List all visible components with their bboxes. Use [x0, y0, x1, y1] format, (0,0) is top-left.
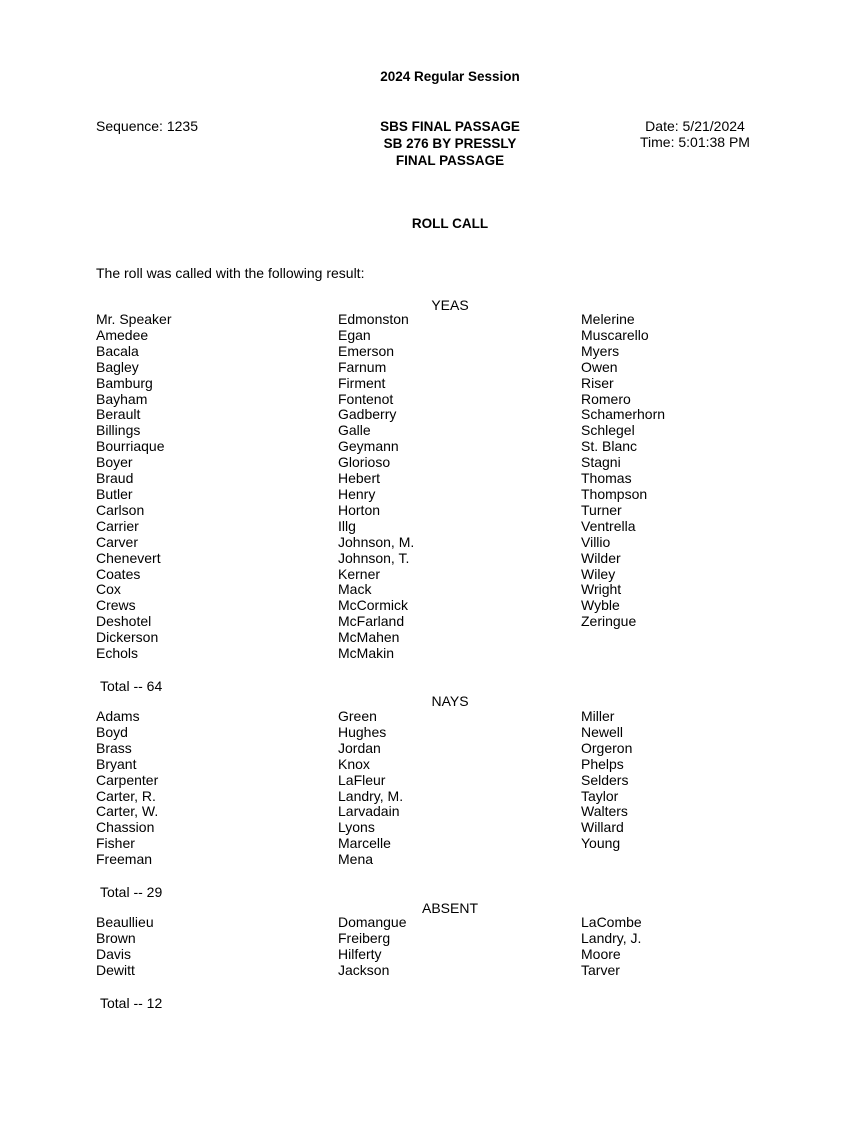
member-name: Boyd: [96, 723, 128, 740]
member-name: Schamerhorn: [581, 406, 666, 423]
member-name: Mack: [338, 581, 372, 598]
member-name: Fisher: [96, 835, 135, 852]
intro-text: The roll was called with the following result:: [96, 265, 365, 281]
member-name: Brown: [96, 929, 136, 946]
member-name: Landry, J.: [581, 929, 642, 946]
member-name: Tarver: [581, 961, 620, 978]
member-name: Amedee: [96, 326, 149, 343]
absent-column-3: [581, 915, 642, 979]
member-name: Thompson: [581, 485, 648, 502]
member-name: Brass: [96, 739, 132, 756]
absent-column-1: [96, 915, 154, 979]
member-name: Beaullieu: [96, 914, 154, 930]
member-name: Myers: [581, 342, 620, 359]
member-name: McCormick: [338, 597, 408, 614]
member-name: Kerner: [338, 565, 381, 582]
member-name: Thomas: [581, 470, 632, 487]
member-name: Bamburg: [96, 374, 153, 391]
absent-column-2: [338, 915, 407, 979]
member-name: Dewitt: [96, 961, 135, 978]
member-name: Knox: [338, 755, 370, 772]
member-name: Horton: [338, 501, 381, 518]
member-name: Green: [338, 708, 377, 724]
member-name: LaFleur: [338, 771, 386, 788]
member-name: Orgeron: [581, 739, 633, 756]
member-name: Crews: [96, 597, 136, 614]
member-name: Butler: [96, 485, 133, 502]
nays-column-2: [338, 709, 403, 868]
member-name: Larvadain: [338, 803, 400, 820]
member-name: Melerine: [581, 311, 635, 327]
member-name: Bourriaque: [96, 438, 165, 455]
member-name: Walters: [581, 803, 628, 820]
member-name: Jackson: [338, 961, 390, 978]
member-name: Wilder: [581, 549, 621, 566]
member-name: Firment: [338, 374, 386, 391]
member-name: Egan: [338, 326, 371, 343]
member-name: Farnum: [338, 358, 387, 375]
member-name: Marcelle: [338, 835, 391, 852]
member-name: Hughes: [338, 723, 387, 740]
member-name: Henry: [338, 485, 376, 502]
member-name: Fontenot: [338, 390, 394, 407]
nays-heading: NAYS: [431, 693, 469, 709]
member-name: Landry, M.: [338, 787, 404, 804]
member-name: LaCombe: [581, 914, 642, 930]
member-name: Berault: [96, 406, 141, 423]
vote-time: Time: 5:01:38 PM: [640, 134, 750, 150]
member-name: Billings: [96, 422, 141, 439]
member-name: Gadberry: [338, 406, 397, 423]
member-name: Phelps: [581, 755, 624, 772]
member-name: Bayham: [96, 390, 148, 407]
member-name: Chenevert: [96, 549, 161, 566]
vote-line-bill: SB 276 BY PRESSLY: [383, 136, 517, 151]
member-name: Jordan: [338, 739, 381, 756]
member-name: Mena: [338, 851, 374, 868]
member-name: Carter, R.: [96, 787, 156, 804]
member-name: Owen: [581, 358, 618, 375]
member-name: Carrier: [96, 517, 139, 534]
yeas-column-3: [581, 312, 665, 630]
member-name: Coates: [96, 565, 141, 582]
member-name: Bacala: [96, 342, 139, 359]
member-name: Deshotel: [96, 613, 152, 630]
yeas-total: Total -- 64: [100, 678, 163, 694]
member-name: Illg: [338, 517, 356, 534]
member-name: Johnson, M.: [338, 533, 415, 550]
member-name: Boyer: [96, 454, 133, 471]
member-name: Selders: [581, 771, 629, 788]
member-name: Ventrella: [581, 517, 636, 534]
roll-call-heading: ROLL CALL: [411, 216, 489, 231]
member-name: Carlson: [96, 501, 145, 518]
member-name: Young: [581, 835, 621, 852]
absent-heading: ABSENT: [421, 900, 478, 916]
sequence-number: Sequence: 1235: [96, 118, 198, 134]
member-name: Bryant: [96, 755, 137, 772]
member-name: Hebert: [338, 470, 381, 487]
vote-line-motion: SBS FINAL PASSAGE: [380, 119, 520, 134]
member-name: Geymann: [338, 438, 399, 455]
member-name: Braud: [96, 470, 134, 487]
nays-column-3: [581, 709, 632, 852]
member-name: Emerson: [338, 342, 395, 359]
member-name: Wyble: [581, 597, 620, 614]
member-name: Adams: [96, 708, 140, 724]
member-name: Riser: [581, 374, 614, 391]
member-name: Zeringue: [581, 613, 637, 630]
vote-date: Date: 5/21/2024: [645, 118, 745, 134]
member-name: Edmonston: [338, 311, 409, 327]
session-title: 2024 Regular Session: [380, 69, 520, 84]
member-name: McFarland: [338, 613, 405, 630]
member-name: Taylor: [581, 787, 619, 804]
member-name: Turner: [581, 501, 622, 518]
yeas-column-1: [96, 312, 171, 662]
member-name: St. Blanc: [581, 438, 638, 455]
nays-column-1: [96, 709, 158, 868]
member-name: Bagley: [96, 358, 139, 375]
member-name: Chassion: [96, 819, 155, 836]
member-name: Miller: [581, 708, 615, 724]
member-name: Davis: [96, 945, 132, 962]
nays-total: Total -- 29: [100, 884, 163, 900]
member-name: Stagni: [581, 454, 621, 471]
member-name: Newell: [581, 723, 624, 740]
member-name: Freeman: [96, 851, 153, 868]
member-name: Johnson, T.: [338, 549, 410, 566]
member-name: Romero: [581, 390, 631, 407]
member-name: Muscarello: [581, 326, 649, 343]
member-name: McMahen: [338, 629, 400, 646]
member-name: Cox: [96, 581, 121, 598]
member-name: Schlegel: [581, 422, 635, 439]
vote-description: [350, 118, 550, 169]
member-name: Carver: [96, 533, 139, 550]
member-name: Villio: [581, 533, 611, 550]
member-name: Carter, W.: [96, 803, 159, 820]
member-name: Freiberg: [338, 929, 391, 946]
member-name: Wiley: [581, 565, 616, 582]
member-name: Willard: [581, 819, 624, 836]
member-name: Carpenter: [96, 771, 159, 788]
yeas-heading: YEAS: [431, 297, 469, 313]
member-name: Glorioso: [338, 454, 391, 471]
yeas-column-2: [338, 312, 414, 662]
member-name: McMakin: [338, 645, 395, 662]
member-name: Domangue: [338, 914, 407, 930]
absent-total: Total -- 12: [100, 995, 163, 1011]
member-name: Wright: [581, 581, 622, 598]
vote-line-stage: FINAL PASSAGE: [395, 153, 505, 168]
date-time-block: [620, 118, 770, 150]
member-name: Galle: [338, 422, 371, 439]
member-name: Moore: [581, 945, 621, 962]
member-name: Lyons: [338, 819, 375, 836]
member-name: Mr. Speaker: [96, 311, 172, 327]
member-name: Hilferty: [338, 945, 382, 962]
member-name: Echols: [96, 645, 139, 662]
member-name: Dickerson: [96, 629, 159, 646]
